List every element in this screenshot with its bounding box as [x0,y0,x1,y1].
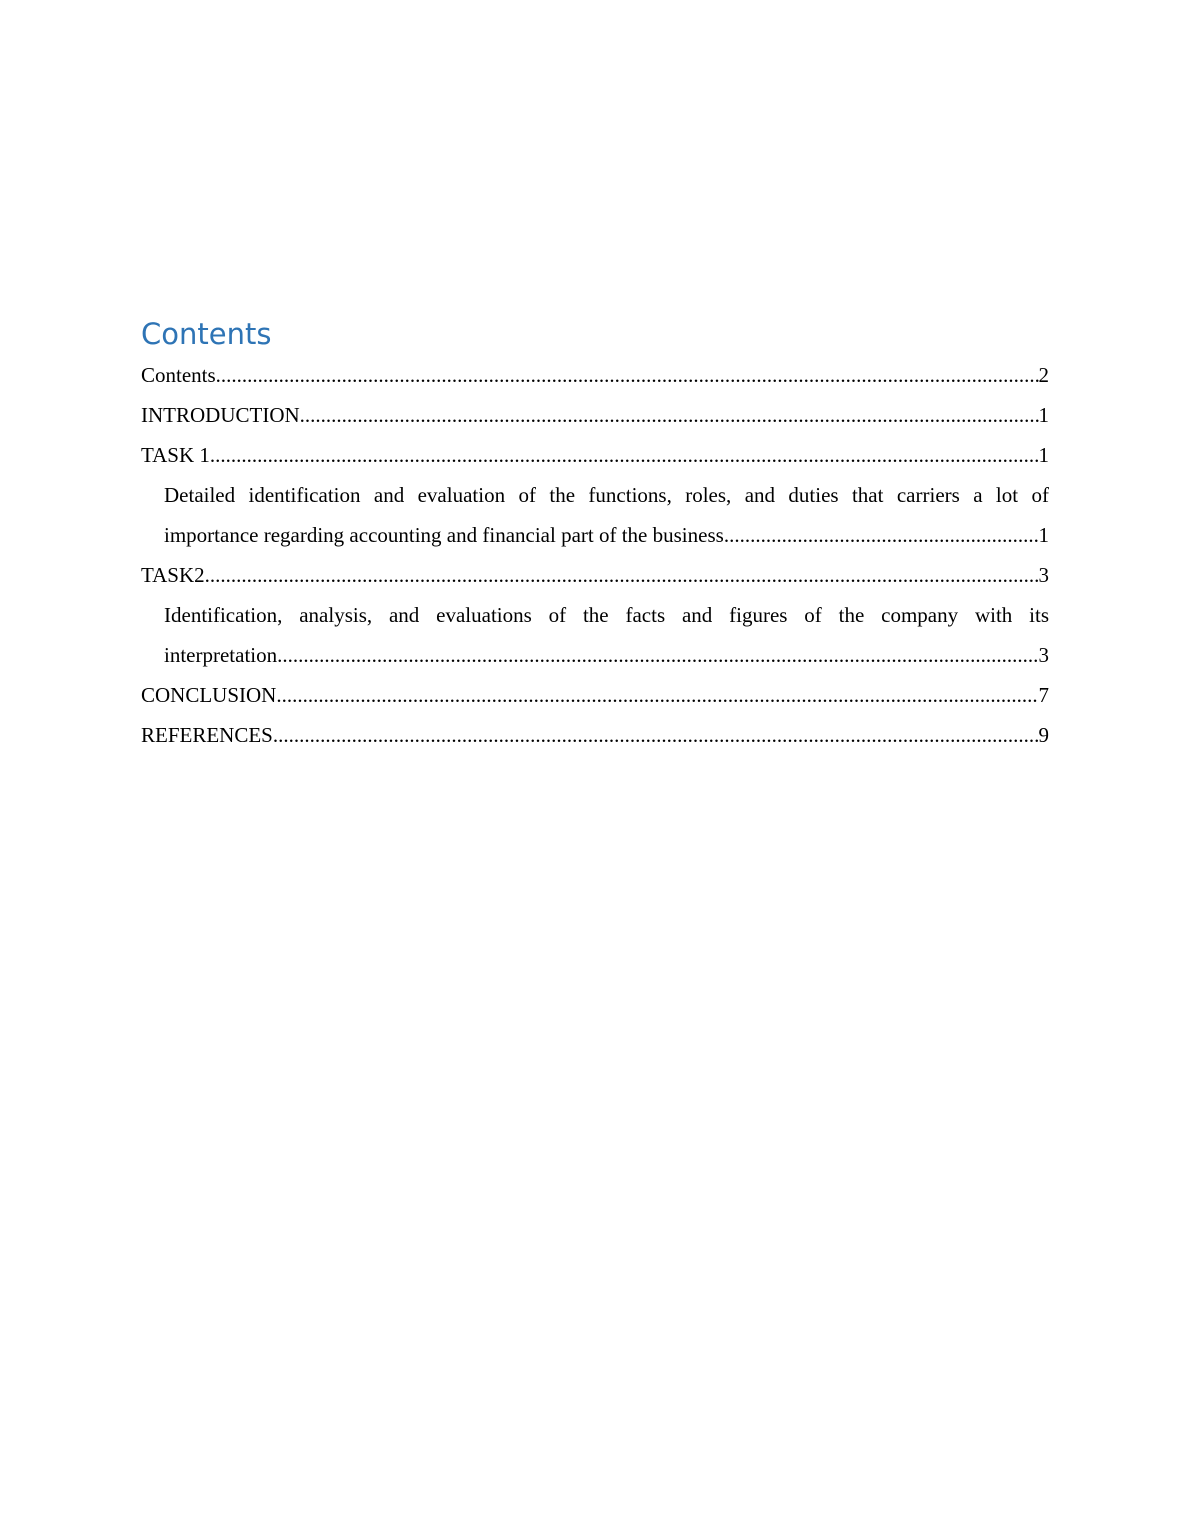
toc-dot-leader [300,395,1039,435]
toc-entry-label: TASK2 [141,563,205,587]
toc-dot-leader [724,515,1039,555]
toc-entry-label: Contents [141,363,216,387]
toc-page-number: 3 [1038,563,1049,587]
toc-entry-references[interactable] [141,715,1049,755]
toc-dot-leader [273,715,1039,755]
toc-entry-contents[interactable] [141,355,1049,395]
toc-page-number: 2 [1038,363,1049,387]
toc-entry-task-2-subsection[interactable] [141,595,1049,675]
toc-entry-label: REFERENCES [141,723,273,747]
toc-entry-label: TASK 1 [141,443,210,467]
toc-entry-task-2[interactable] [141,555,1049,595]
table-of-contents [141,316,1049,755]
toc-entry-label-line-2: interpretation [164,643,278,667]
toc-entry-label: CONCLUSION [141,683,277,707]
toc-entry-label: INTRODUCTION [141,403,300,427]
toc-page-number: 1 [1038,403,1049,427]
toc-dot-leader [276,675,1038,715]
toc-entry-label-line-2: importance regarding accounting and financial part of the business [164,523,724,547]
toc-entry-introduction[interactable] [141,395,1049,435]
toc-dot-leader [210,435,1039,475]
toc-page-number: 7 [1038,683,1049,707]
toc-page-number: 3 [1038,643,1049,667]
toc-page-number: 9 [1038,723,1049,747]
toc-entry-task-1-subsection[interactable] [141,475,1049,555]
toc-heading: Contents [141,317,272,351]
toc-entry-label-line-1: Identification, analysis, and evaluations of the facts and figures of the company with its [164,603,1049,627]
toc-entry-conclusion[interactable] [141,675,1049,715]
toc-dot-leader [277,635,1038,675]
toc-page-number: 1 [1038,443,1049,467]
toc-dot-leader [216,355,1039,395]
toc-page-number: 1 [1038,523,1049,547]
toc-dot-leader [205,555,1039,595]
toc-entry-label-line-1: Detailed identification and evaluation of the functions, roles, and duties that carriers a lot of [164,483,1049,507]
toc-entry-task-1[interactable] [141,435,1049,475]
